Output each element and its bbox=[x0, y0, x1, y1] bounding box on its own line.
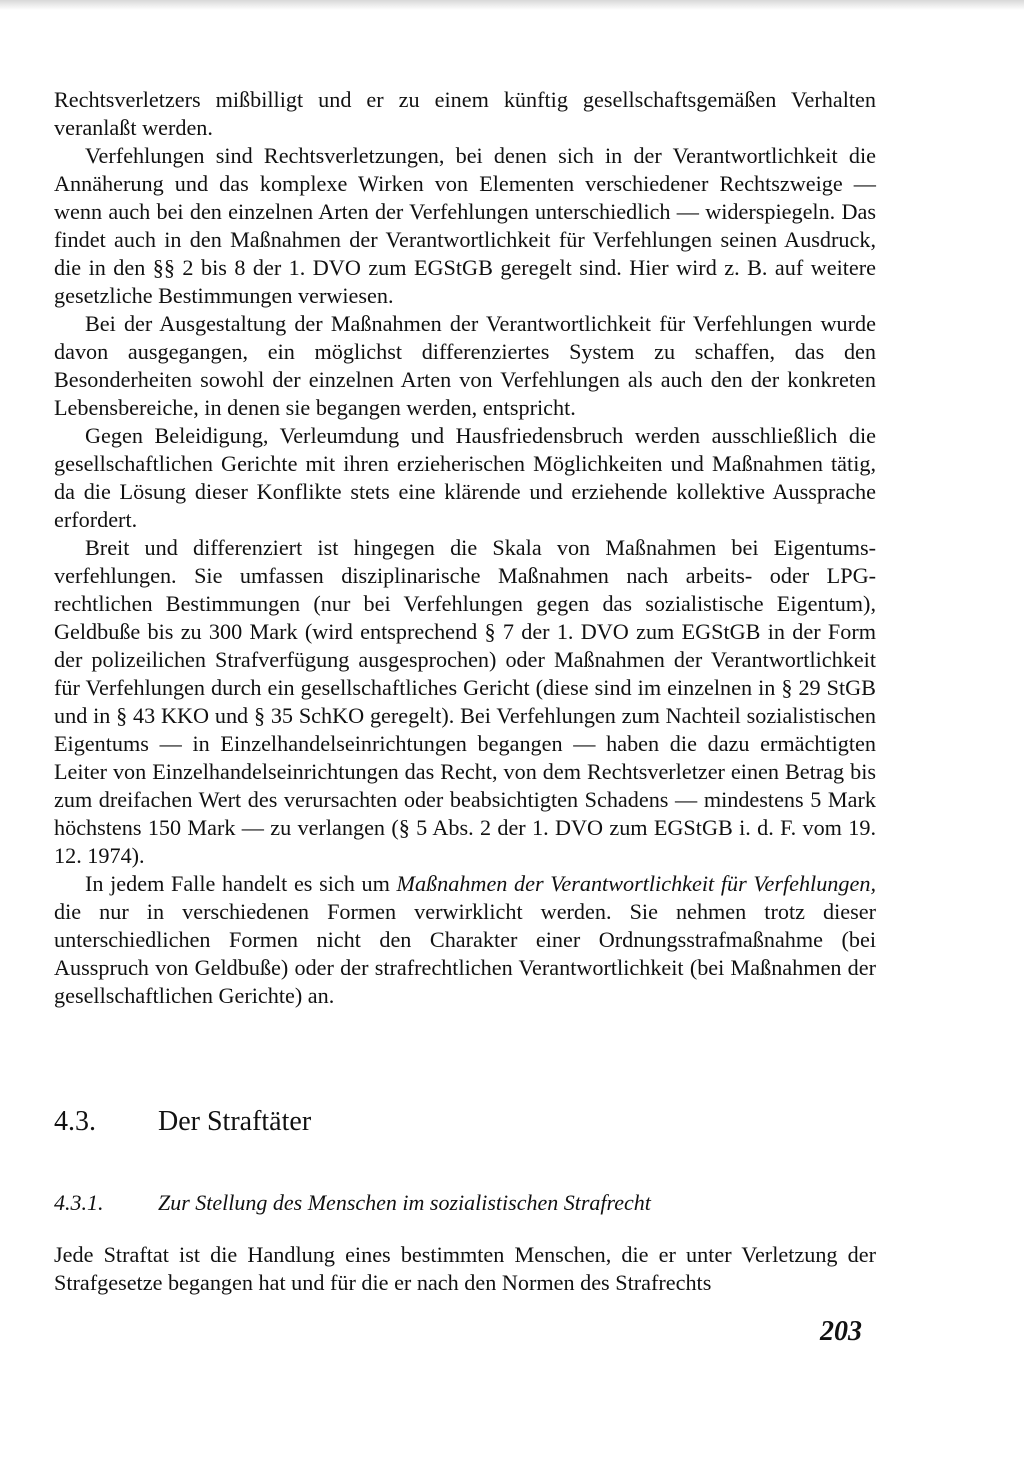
paragraph-ausgestaltung: Bei der Ausgestaltung der Maßnahmen der Verantwortlichkeit für Verfehlungen wurde davon ausgegangen, ein möglichst differenziertes System zu schaffen, das den Besonderheiten sowohl der einzelnen Arten von Verfehlungen als auch den der konkreten Lebensbereiche, in denen sie begangen werden, entspricht. bbox=[54, 311, 876, 420]
paragraph-eigentumsverfehlungen: Breit und differenziert ist hingegen die Skala von Maßnahmen bei Eigentumsverfehlungen. Sie umfassen disziplinarische Maßnahmen nach arbeits- oder LPG-rechtlichen Bestimmungen (nur bei Verfehlungen gegen das sozialistische Eigentum), Geldbuße bis zu 300 Mark (wird entsprechend § 7 der 1. DVO zum EGStGB in der Form der polizeilichen Strafverfügung ausgesprochen) oder Maßnahmen der Verantwortlichkeit für Verfehlungen durch ein gesellschaftliches Gericht (diese sind im einzelnen in § 29 StGB und in § 43 KKO und § 35 SchKO geregelt). Bei Verfehlungen zum Nachteil sozialistischen Eigentums — in Einzelhandelseinrichtungen begangen — haben die dazu ermächtigten Leiter von Einzelhandelseinrichtungen das Recht, von dem Rechtsverletzer einen Betrag bis zum dreifachen Wert des verursachten oder beabsichtigten Schadens — mindestens 5 Mark höchstens 150 Mark — zu verlangen (§ 5 Abs. 2 der 1. DVO zum EGStGB i. d. F. vom 19. 12. 1974). bbox=[54, 535, 876, 868]
body-text bbox=[54, 86, 876, 1010]
paragraph-conclusion bbox=[54, 870, 876, 1010]
conclusion-emphasis: Maßnahmen der Verantwortlichkeit für Verfehlungen, bbox=[396, 871, 876, 896]
paragraph-beleidigung: Gegen Beleidigung, Verleumdung und Hausfriedensbruch werden ausschließlich die gesellschaftlichen Gerichte mit ihren erzieherischen Möglichkeiten und Maßnahmen tätig, da die Lösung dieser Konflikte stets eine klärende und erziehende kollektive Aussprache erfordert. bbox=[54, 423, 876, 532]
conclusion-rest: die nur in verschiedenen Formen verwirklicht werden. Sie nehmen trotz dieser unterschiedlichen Formen nicht den Charakter einer Ordnungsstrafmaßnahme (bei Ausspruch von Geldbuße) oder der strafrechtlichen Verantwortlichkeit (bei Maßnahmen der gesellschaftlichen Gerichte) an. bbox=[54, 899, 876, 1008]
paragraph-straftat: Jede Straftat ist die Handlung eines bestimmten Menschen, die er unter Verletzung der Strafgesetze begangen hat und für die er nach den Normen des Strafrechts bbox=[54, 1242, 876, 1295]
conclusion-lead: In jedem Falle handelt es sich um bbox=[85, 871, 397, 896]
closing-text bbox=[54, 1241, 876, 1297]
section-number: 4.3. bbox=[54, 1106, 96, 1137]
subsection-title: Zur Stellung des Menschen im sozialistischen Strafrecht bbox=[158, 1190, 651, 1215]
subsection-heading bbox=[54, 1188, 876, 1218]
paragraph-continuation: Rechtsverletzers mißbilligt und er zu einem künftig gesellschaftsgemäßen Verhalten veranlaßt werden. bbox=[54, 87, 876, 140]
subsection-number: 4.3.1. bbox=[54, 1190, 104, 1215]
page-number: 203 bbox=[820, 1316, 862, 1347]
section-heading bbox=[54, 1104, 876, 1140]
section-title: Der Straftäter bbox=[158, 1106, 312, 1137]
paragraph-verfehlungen-definition: Verfehlungen sind Rechtsverletzungen, bei denen sich in der Verantwortlichkeit die Annäherung und das komplexe Wirken von Elementen verschiedener Rechtszweige — wenn auch bei den einzelnen Arten der Verfehlungen unterschiedlich — widerspiegeln. Das findet auch in den Maßnahmen der Verantwortlichkeit für Verfehlungen seinen Ausdruck, die in den §§ 2 bis 8 der 1. DVO zum EGStGB geregelt sind. Hier wird z. B. auf weitere gesetzliche Bestimmungen verwiesen. bbox=[54, 143, 876, 308]
scan-edge-shadow bbox=[0, 0, 1024, 10]
